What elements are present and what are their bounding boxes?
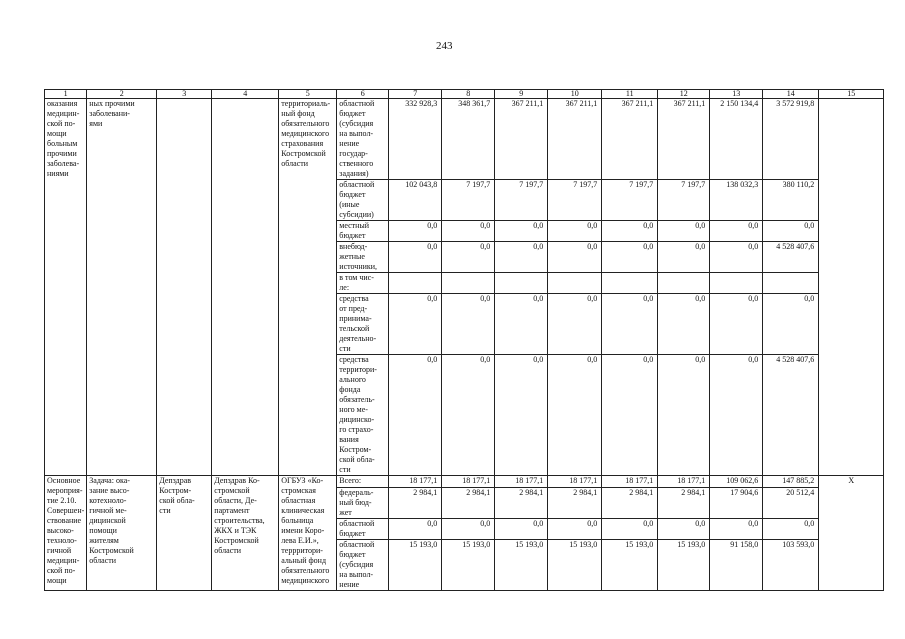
amount-cell	[389, 273, 442, 294]
amount-cell: 18 177,1	[495, 476, 548, 488]
amount-cell: 0,0	[710, 294, 763, 355]
amount-cell: 7 197,7	[602, 180, 658, 221]
amount-cell: 0,0	[602, 355, 658, 476]
amount-cell: 0,0	[548, 242, 602, 273]
column-number: 11	[602, 90, 658, 99]
funding-source-label: средства территори- ального фонда обязатель- ного ме- дицинско- го страхо- вания Костром- ской обла- сти	[337, 355, 389, 476]
column-number: 3	[157, 90, 212, 99]
funding-source-label: в том чис- ле:	[337, 273, 389, 294]
amount-cell	[495, 273, 548, 294]
amount-cell: 0,0	[602, 519, 658, 540]
amount-cell: 18 177,1	[602, 476, 658, 488]
column-number: 7	[389, 90, 442, 99]
funding-source-label: внебюд- жетные источники,	[337, 242, 389, 273]
amount-cell: 18 177,1	[442, 476, 495, 488]
amount-cell: 0,0	[763, 519, 819, 540]
amount-cell: 7 197,7	[548, 180, 602, 221]
amount-cell: 0,0	[710, 355, 763, 476]
amount-cell: 0,0	[389, 221, 442, 242]
amount-cell: 18 177,1	[548, 476, 602, 488]
funding-source-label: областной бюджет (субсидия на выпол- нение государ- ственного задания)	[337, 99, 389, 180]
amount-cell: 15 193,0	[442, 540, 495, 591]
amount-cell: 91 158,0	[710, 540, 763, 591]
funding-source-label: Всего:	[337, 476, 389, 488]
column-number: 13	[710, 90, 763, 99]
column-number: 8	[442, 90, 495, 99]
amount-cell: 18 177,1	[658, 476, 710, 488]
amount-cell: 2 984,1	[495, 488, 548, 519]
funding-source-label: областной бюджет (субсидия на выпол- нение	[337, 540, 389, 591]
amount-cell: 2 984,1	[548, 488, 602, 519]
amount-cell: 0,0	[495, 519, 548, 540]
amount-cell: 0,0	[548, 519, 602, 540]
amount-cell: 0,0	[658, 221, 710, 242]
amount-cell: 2 150 134,4	[710, 99, 763, 180]
table-row	[45, 476, 884, 488]
amount-cell: 18 177,1	[389, 476, 442, 488]
amount-cell: 7 197,7	[658, 180, 710, 221]
amount-cell: 3 572 919,8	[763, 99, 819, 180]
amount-cell: 367 211,1	[602, 99, 658, 180]
amount-cell: 0,0	[602, 294, 658, 355]
amount-cell: 0,0	[710, 221, 763, 242]
amount-cell: 2 984,1	[389, 488, 442, 519]
funding-source-label: федераль- ный бюд- жет	[337, 488, 389, 519]
amount-cell: 0,0	[548, 221, 602, 242]
amount-cell: 0,0	[442, 355, 495, 476]
amount-cell: 0,0	[548, 355, 602, 476]
amount-cell	[763, 273, 819, 294]
funding-source-label: средства от пред- принима- тельской деятельно- сти	[337, 294, 389, 355]
measure-col-1: Основное мероприя- тие 2.10. Совершен- ствование высоко- техноло- гичной медицин- ской по- мощи	[45, 476, 87, 591]
column-15-cell	[819, 99, 884, 476]
amount-cell	[442, 273, 495, 294]
measure-col-2: ных прочими заболевани- ями	[87, 99, 157, 476]
amount-cell: 332 928,3	[389, 99, 442, 180]
amount-cell: 0,0	[442, 242, 495, 273]
amount-cell: 0,0	[389, 355, 442, 476]
measure-col-3: Депздрав Костром- ской обла- сти	[157, 476, 212, 591]
amount-cell: 0,0	[442, 294, 495, 355]
amount-cell: 20 512,4	[763, 488, 819, 519]
funding-source-label: областной бюджет	[337, 519, 389, 540]
measure-col-5: территориаль- ный фонд обязательного медицинского страхования Костромской области	[279, 99, 337, 476]
amount-cell: 15 193,0	[548, 540, 602, 591]
amount-cell: 0,0	[710, 242, 763, 273]
amount-cell: 0,0	[442, 221, 495, 242]
amount-cell	[548, 273, 602, 294]
budget-table	[44, 89, 884, 591]
amount-cell: 380 110,2	[763, 180, 819, 221]
amount-cell: 0,0	[442, 519, 495, 540]
measure-col-2: Задача: ока- зание высо- котехноло- гичной ме- дицинской помощи жителям Костромской области	[87, 476, 157, 591]
column-number: 1	[45, 90, 87, 99]
amount-cell: 7 197,7	[495, 180, 548, 221]
column-number: 10	[548, 90, 602, 99]
amount-cell: 15 193,0	[658, 540, 710, 591]
amount-cell: 367 211,1	[495, 99, 548, 180]
measure-col-4	[212, 99, 279, 476]
column-number: 6	[337, 90, 389, 99]
column-number: 2	[87, 90, 157, 99]
column-number: 14	[763, 90, 819, 99]
table-row	[45, 99, 884, 180]
amount-cell: 0,0	[389, 519, 442, 540]
column-number: 12	[658, 90, 710, 99]
amount-cell: 348 361,7	[442, 99, 495, 180]
amount-cell: 103 593,0	[763, 540, 819, 591]
amount-cell: 102 043,8	[389, 180, 442, 221]
amount-cell: 0,0	[658, 355, 710, 476]
amount-cell: 0,0	[602, 221, 658, 242]
amount-cell: 0,0	[389, 242, 442, 273]
amount-cell: 2 984,1	[442, 488, 495, 519]
amount-cell	[602, 273, 658, 294]
page-number: 243	[436, 40, 453, 52]
measure-col-3	[157, 99, 212, 476]
amount-cell: 0,0	[658, 519, 710, 540]
amount-cell: 17 904,6	[710, 488, 763, 519]
amount-cell: 367 211,1	[548, 99, 602, 180]
amount-cell: 15 193,0	[389, 540, 442, 591]
amount-cell: 0,0	[548, 294, 602, 355]
amount-cell: 2 984,1	[602, 488, 658, 519]
column-number: 4	[212, 90, 279, 99]
amount-cell: 0,0	[658, 242, 710, 273]
amount-cell: 147 885,2	[763, 476, 819, 488]
amount-cell: 15 193,0	[602, 540, 658, 591]
amount-cell: 0,0	[710, 519, 763, 540]
amount-cell	[658, 273, 710, 294]
column-15-cell: X	[819, 476, 884, 591]
amount-cell: 0,0	[658, 294, 710, 355]
amount-cell: 4 528 407,6	[763, 355, 819, 476]
funding-source-label: областной бюджет (иные субсидии)	[337, 180, 389, 221]
amount-cell: 138 032,3	[710, 180, 763, 221]
amount-cell: 2 984,1	[658, 488, 710, 519]
amount-cell: 15 193,0	[495, 540, 548, 591]
amount-cell: 109 062,6	[710, 476, 763, 488]
measure-col-5: ОГБУЗ «Ко- стромская областная клиническая больница имени Коро- лева Е.И.», террритори- альный фонд обязательного медицинского	[279, 476, 337, 591]
amount-cell: 0,0	[495, 294, 548, 355]
column-number: 9	[495, 90, 548, 99]
amount-cell: 0,0	[495, 355, 548, 476]
amount-cell	[710, 273, 763, 294]
amount-cell: 0,0	[602, 242, 658, 273]
amount-cell: 0,0	[495, 242, 548, 273]
amount-cell: 0,0	[389, 294, 442, 355]
amount-cell: 0,0	[763, 221, 819, 242]
funding-source-label: местный бюджет	[337, 221, 389, 242]
amount-cell: 0,0	[763, 294, 819, 355]
column-number: 15	[819, 90, 884, 99]
measure-col-4: Депздрав Ко- стромской области, Де- партамент строительства, ЖКХ и ТЭК Костромской области	[212, 476, 279, 591]
amount-cell: 367 211,1	[658, 99, 710, 180]
amount-cell: 7 197,7	[442, 180, 495, 221]
amount-cell: 4 528 407,6	[763, 242, 819, 273]
amount-cell: 0,0	[495, 221, 548, 242]
column-number-row	[45, 90, 884, 99]
measure-col-1: оказания медицин- ской по- мощи больным прочими заболева- ниями	[45, 99, 87, 476]
column-number: 5	[279, 90, 337, 99]
